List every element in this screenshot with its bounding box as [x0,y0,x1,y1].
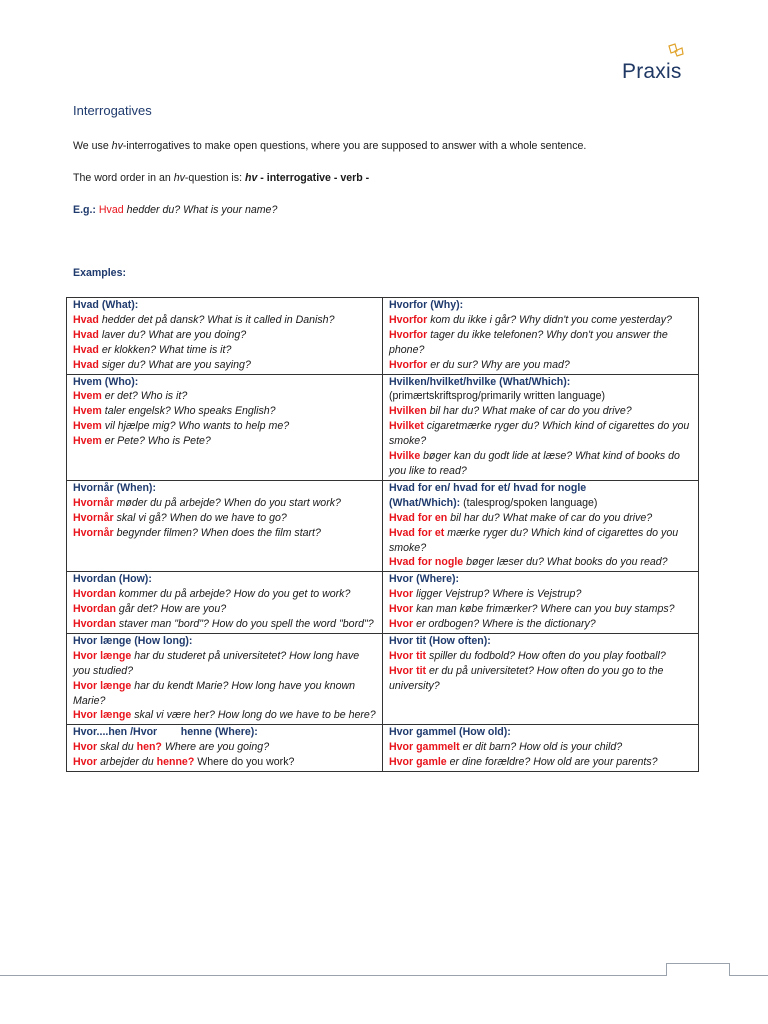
list-item: Hvem vil hjælpe mig? Who wants to help me? [73,420,290,433]
cell-note: (primærtskriftsprog/primarily written language) [389,390,606,403]
cell-title: Hvilken/hvilket/hvilke (What/Which): [389,375,571,388]
logo-text: Praxis [622,60,682,83]
examples-label: Examples: [73,267,126,279]
list-item: Hvor gammelt er dit barn? How old is your child? [389,741,623,754]
table-cell [383,572,699,634]
cell-title: Hvor....hen /Hvor henne (Where): [73,726,258,739]
table-row [67,572,699,634]
table-row [67,480,699,571]
list-item: Hvilke bøger kan du godt lide at læse? What kind of books do you like to read? [389,450,680,477]
list-item: Hvornår begynder filmen? When does the film start? [73,526,321,539]
cell-title: Hvor længe (How long): [73,634,193,647]
list-item: Hvorfor kom du ikke i går? Why didn't you come yesterday? [389,313,672,326]
cell-title: Hvor tit (How often): [389,634,491,647]
list-item: Hvad laver du? What are you doing? [73,328,247,341]
list-item: Hvad for en bil har du? What make of car do you drive? [389,511,653,524]
list-item: Hvor arbejder du henne? Where do you work? [73,756,295,769]
list-item: Hvordan staver man "bord"? How do you spell the word "bord"? [73,618,374,631]
list-item: Hvem taler engelsk? Who speaks English? [73,405,276,418]
table-cell [383,725,699,772]
list-item: Hvornår skal vi gå? When do we have to go? [73,511,287,524]
table-row [67,725,699,772]
cell-title: Hvor (Where): [389,573,460,586]
intro-paragraph-1: We use hv-interrogatives to make open questions, where you are supposed to answer with a whole sentence. [73,140,587,152]
list-item: Hvem er det? Who is it? [73,390,188,403]
list-item: Hvor er ordbogen? Where is the dictionary? [389,618,596,631]
list-item: Hvor gamle er dine forældre? How old are your parents? [389,756,658,769]
cell-title: Hvor gammel (How old): [389,726,511,739]
table-cell [383,480,699,571]
page-title: Interrogatives [73,103,152,118]
list-item: Hvor tit spiller du fodbold? How often do you play football? [389,649,666,662]
interrogatives-table [66,297,699,772]
cell-title: Hvem (Who): [73,375,139,388]
list-item: Hvor længe har du kendt Marie? How long have you known Marie? [73,679,356,707]
list-item: Hvorfor er du sur? Why are you mad? [389,358,570,371]
praxis-leaf-icon [666,42,686,58]
intro-paragraph-2: The word order in an hv-question is: hv - interrogative - verb - [73,172,370,184]
list-item: Hvilket cigaretmærke ryger du? Which kind of cigarettes do you smoke? [389,420,690,448]
intro-example: E.g.: Hvad hedder du? What is your name? [73,204,278,216]
list-item: Hvad for nogle bøger læser du? What books do you read? [389,556,668,569]
table-cell [383,374,699,480]
cell-subtitle: (What/Which): (talesprog/spoken language) [389,496,598,509]
cell-title: Hvornår (When): [73,481,156,494]
list-item: Hvor skal du hen? Where are you going? [73,741,270,754]
list-item: Hvad hedder det på dansk? What is it called in Danish? [73,313,335,326]
praxis-logo [620,42,700,86]
list-item: Hvem er Pete? Who is Pete? [73,435,211,448]
table-cell [67,480,383,571]
cell-title: Hvorfor (Why): [389,299,464,311]
table-row [67,633,699,724]
table-cell [383,633,699,724]
list-item: Hvorfor tager du ikke telefonen? Why don't you answer the phone? [389,328,668,356]
table-row [67,374,699,480]
list-item: Hvor tit er du på universitetet? How often do you go to the university? [389,664,664,692]
cell-title: Hvad for en/ hvad for et/ hvad for nogle [389,481,587,494]
footer-divider [0,975,768,976]
list-item: Hvor længe skal vi være her? How long do we have to be here? [73,709,376,722]
list-item: Hvad er klokken? What time is it? [73,343,232,356]
table-cell [67,374,383,480]
list-item: Hvornår møder du på arbejde? When do you start work? [73,496,341,509]
list-item: Hvordan kommer du på arbejde? How do you get to work? [73,588,351,601]
page-number-box [666,963,730,976]
table-cell [67,725,383,772]
list-item: Hvad for et mærke ryger du? Which kind of cigarettes do you smoke? [389,526,679,554]
list-item: Hvad siger du? What are you saying? [73,358,251,371]
list-item: Hvor kan man købe frimærker? Where can you buy stamps? [389,603,675,616]
list-item: Hvordan går det? How are you? [73,603,227,616]
list-item: Hvor ligger Vejstrup? Where is Vejstrup? [389,588,582,601]
table-cell [67,298,383,375]
list-item: Hvilken bil har du? What make of car do you drive? [389,405,632,418]
table-row [67,298,699,375]
table-cell [383,298,699,375]
cell-title: Hvordan (How): [73,573,152,586]
table-cell [67,572,383,634]
table-cell [67,633,383,724]
list-item: Hvor længe har du studeret på universitetet? How long have you studied? [73,649,360,677]
cell-title: Hvad (What): [73,299,139,311]
